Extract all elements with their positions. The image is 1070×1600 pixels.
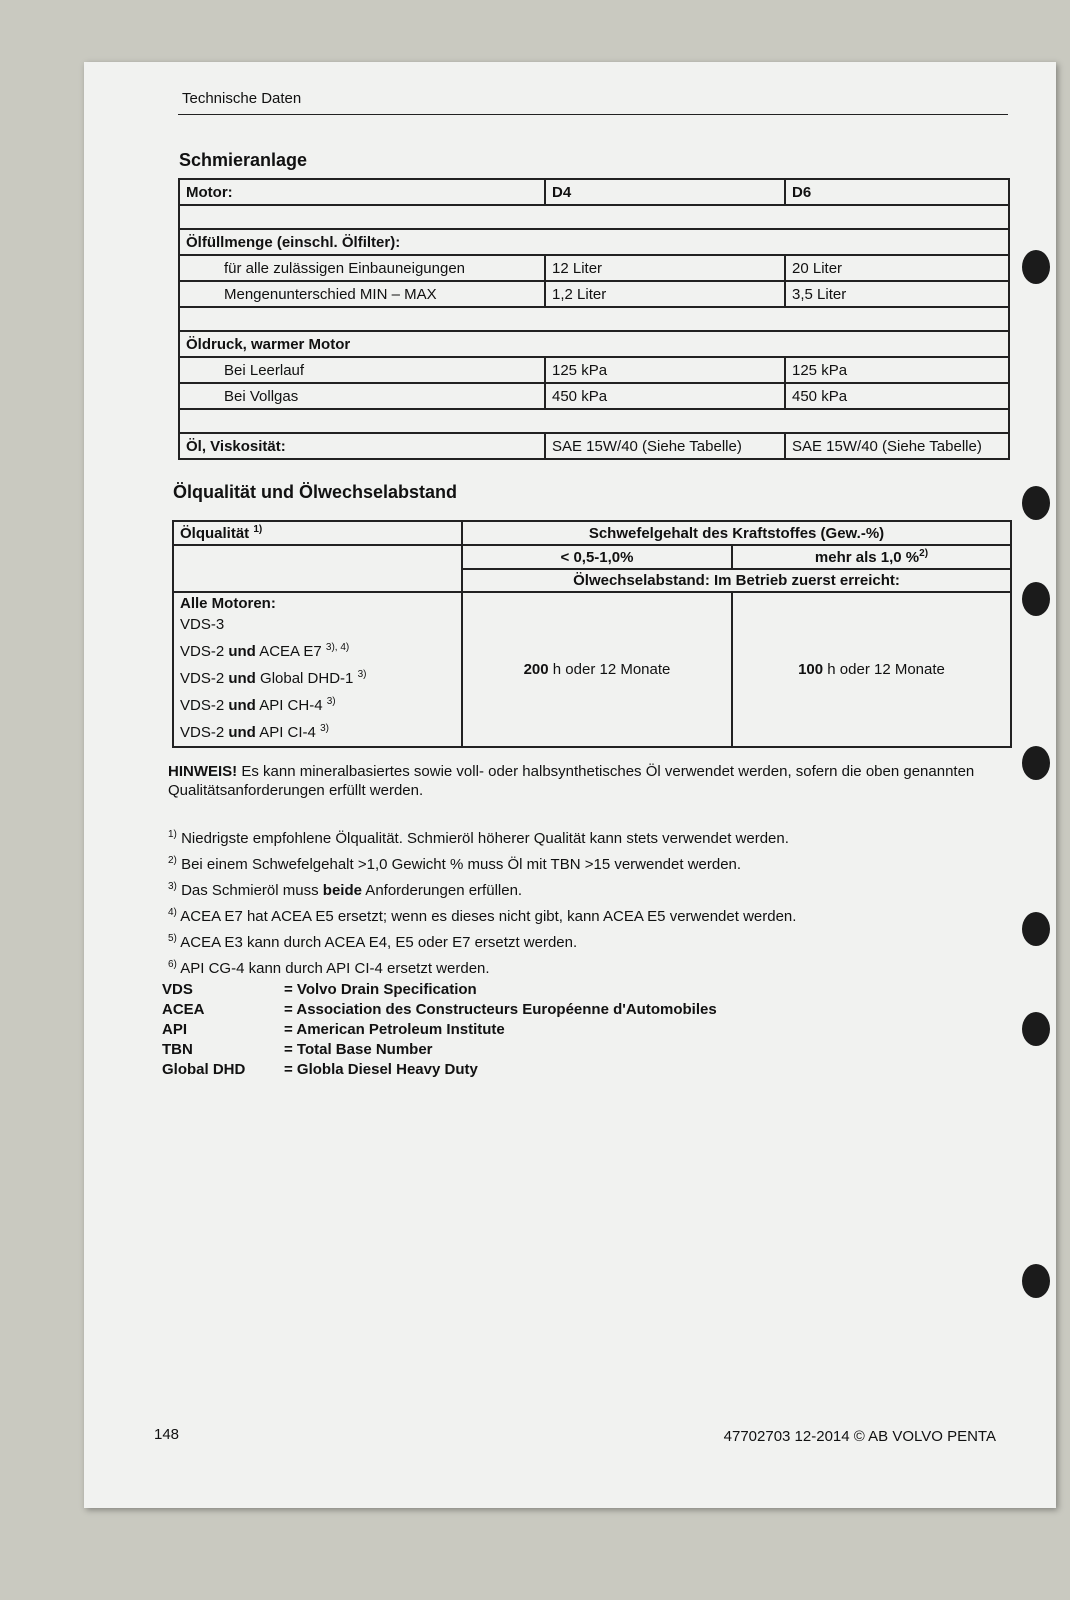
list-item: [162, 980, 717, 1000]
list-item: [180, 613, 455, 636]
oil-grade-text: API CH-4: [255, 697, 327, 714]
interval-low-text: h oder 12 Monate: [548, 661, 671, 678]
footnote-mark: 3): [357, 669, 367, 680]
table-row: [179, 179, 1009, 205]
list-item: [162, 1000, 717, 1020]
list-item: [180, 717, 455, 744]
footnote: [168, 876, 998, 902]
diff-label: Mengenunterschied MIN – MAX: [179, 281, 545, 307]
footnotes: [168, 824, 998, 980]
fill-label: für alle zulässigen Einbauneigungen: [179, 255, 545, 281]
motor-label: Motor:: [179, 179, 545, 205]
table-row: [179, 331, 1009, 357]
viscosity-d4: SAE 15W/40 (Siehe Tabelle): [545, 433, 785, 459]
table-row: [179, 229, 1009, 255]
fill-d4: 12 Liter: [545, 255, 785, 281]
idle-label: Bei Leerlauf: [179, 357, 545, 383]
manual-page: [84, 62, 1056, 1508]
table-row: [179, 357, 1009, 383]
viscosity-label: Öl, Viskosität:: [179, 433, 545, 459]
footnote-mark: 3): [320, 723, 329, 734]
oil-grade-text: API CI-4: [255, 724, 321, 741]
abbr-key: ACEA: [162, 1001, 205, 1018]
note-text: Es kann mineralbasiertes sowie voll- oder halbsynthetisches Öl verwendet werden, sofern die oben genannten Qualitätsanforderungen erfüllt werden.: [168, 763, 975, 799]
footnote-mark: 6): [168, 959, 177, 970]
list-item: [162, 1040, 717, 1060]
abbr-value: = Total Base Number: [284, 1041, 433, 1058]
binder-hole: [1022, 1012, 1050, 1046]
table-row: [179, 383, 1009, 409]
running-head: Technische Daten: [182, 90, 302, 107]
und-text: und: [228, 724, 256, 741]
binder-holes: [1020, 62, 1050, 1508]
abbr-value: = Volvo Drain Specification: [284, 981, 477, 998]
footnote-mark: 2): [919, 548, 929, 559]
oil-fill-label: Ölfüllmenge (einschl. Ölfilter):: [179, 229, 1009, 255]
full-d4: 450 kPa: [545, 383, 785, 409]
interval-header: Ölwechselabstand: Im Betrieb zuerst erreicht:: [462, 569, 1011, 592]
oil-grade-text: Global DHD-1: [255, 670, 358, 687]
quality-header: [173, 521, 462, 545]
oil-grade-text: VDS-2: [180, 697, 229, 714]
viscosity-d6: SAE 15W/40 (Siehe Tabelle): [785, 433, 1009, 459]
footnote: [168, 850, 998, 876]
abbr-key: Global DHD: [162, 1061, 246, 1078]
interval-low: [462, 592, 732, 747]
oil-grade-text: VDS-2: [180, 670, 229, 687]
section-title-oil-quality: Ölqualität und Ölwechselabstand: [173, 482, 458, 502]
fill-d6: 20 Liter: [785, 255, 1009, 281]
footnote-text: Niedrigste empfohlene Ölqualität. Schmieröl höherer Qualität kann stets verwendet werden.: [176, 830, 789, 847]
interval-low-hours: 200: [523, 661, 549, 678]
lubrication-table: [178, 178, 1010, 460]
footnote-mark: 4): [168, 907, 177, 918]
note-paragraph: [168, 762, 998, 800]
abbr-key: VDS: [162, 981, 193, 998]
abbr-value: = Association des Constructeurs Européenne d'Automobiles: [284, 1001, 717, 1018]
footnote-text: Das Schmieröl muss: [176, 882, 323, 899]
sulfur-header: Schwefelgehalt des Kraftstoffes (Gew.-%): [462, 521, 1011, 545]
abbreviation-list: [162, 980, 717, 1080]
d6-header: D6: [785, 179, 1009, 205]
footnote: [168, 824, 998, 850]
sulfur-high-text: mehr als 1,0 %: [814, 549, 920, 566]
interval-high-hours: 100: [798, 661, 824, 678]
sulfur-high: [732, 545, 1011, 569]
table-row: [179, 205, 1009, 229]
page-number: 148: [154, 1426, 180, 1443]
interval-high-text: h oder 12 Monate: [823, 661, 945, 678]
table-row: [173, 592, 1011, 747]
footnote-mark: 5): [168, 933, 177, 944]
oil-grades-cell: [173, 592, 462, 747]
footnote: [168, 928, 998, 954]
footnote-mark: 3): [326, 696, 336, 707]
footnote-mark: 1): [253, 524, 263, 535]
oil-grade-text: ACEA E7: [255, 643, 326, 660]
binder-hole: [1022, 746, 1050, 780]
table-row: [173, 545, 1011, 569]
table-row: [179, 307, 1009, 331]
footnote-mark: 3): [168, 881, 177, 892]
section-title-schmieranlage: Schmieranlage: [179, 150, 308, 170]
quality-header-text: Ölqualität: [180, 525, 250, 542]
footnote: [168, 902, 998, 928]
table-row: [179, 281, 1009, 307]
footnote-text: Anforderungen erfüllen.: [361, 882, 523, 899]
note-label: HINWEIS!: [168, 763, 238, 780]
oil-grade-text: VDS-2: [180, 724, 229, 741]
footnote-mark: 3), 4): [325, 642, 350, 653]
full-label: Bei Vollgas: [179, 383, 545, 409]
copyright: 47702703 12-2014 © AB VOLVO PENTA: [723, 1428, 996, 1445]
binder-hole: [1022, 486, 1050, 520]
sulfur-low: < 0,5-1,0%: [462, 545, 732, 569]
binder-hole: [1022, 250, 1050, 284]
footnote-mark: 2): [168, 855, 177, 866]
oil-grade-text: VDS-3: [180, 616, 225, 633]
header-rule: [178, 114, 1008, 115]
idle-d6: 125 kPa: [785, 357, 1009, 383]
footnote-text: ACEA E7 hat ACEA E5 ersetzt; wenn es dieses nicht gibt, kann ACEA E5 verwendet werden.: [176, 908, 797, 925]
footnote-text: API CG-4 kann durch API CI-4 ersetzt werden.: [176, 960, 490, 977]
idle-d4: 125 kPa: [545, 357, 785, 383]
diff-d6: 3,5 Liter: [785, 281, 1009, 307]
footnote-text: ACEA E3 kann durch ACEA E4, E5 oder E7 ersetzt werden.: [176, 934, 578, 951]
und-text: und: [228, 697, 256, 714]
oil-grade-text: VDS-2: [180, 643, 229, 660]
empty-cell: [173, 545, 462, 592]
footnote-mark: 1): [168, 829, 177, 840]
list-item: [162, 1060, 717, 1080]
table-row: [179, 255, 1009, 281]
table-row: [179, 409, 1009, 433]
und-text: und: [228, 643, 256, 660]
list-item: [180, 690, 455, 717]
table-row: [173, 521, 1011, 545]
interval-high: [732, 592, 1011, 747]
oil-quality-table: [172, 520, 1012, 748]
footnote: [168, 954, 998, 980]
list-item: [162, 1020, 717, 1040]
all-engines-label: Alle Motoren:: [180, 595, 276, 612]
d4-header: D4: [545, 179, 785, 205]
diff-d4: 1,2 Liter: [545, 281, 785, 307]
abbr-key: API: [162, 1021, 188, 1038]
binder-hole: [1022, 912, 1050, 946]
footnote-bold: beide: [322, 882, 362, 899]
abbr-value: = American Petroleum Institute: [284, 1021, 505, 1038]
table-row: [179, 433, 1009, 459]
abbr-value: = Globla Diesel Heavy Duty: [284, 1061, 478, 1078]
oil-pressure-label: Öldruck, warmer Motor: [179, 331, 1009, 357]
binder-hole: [1022, 582, 1050, 616]
list-item: [180, 636, 455, 663]
list-item: [180, 663, 455, 690]
abbr-key: TBN: [162, 1041, 193, 1058]
full-d6: 450 kPa: [785, 383, 1009, 409]
und-text: und: [228, 670, 256, 687]
binder-hole: [1022, 1264, 1050, 1298]
footnote-text: Bei einem Schwefelgehalt >1,0 Gewicht % muss Öl mit TBN >15 verwendet werden.: [176, 856, 742, 873]
